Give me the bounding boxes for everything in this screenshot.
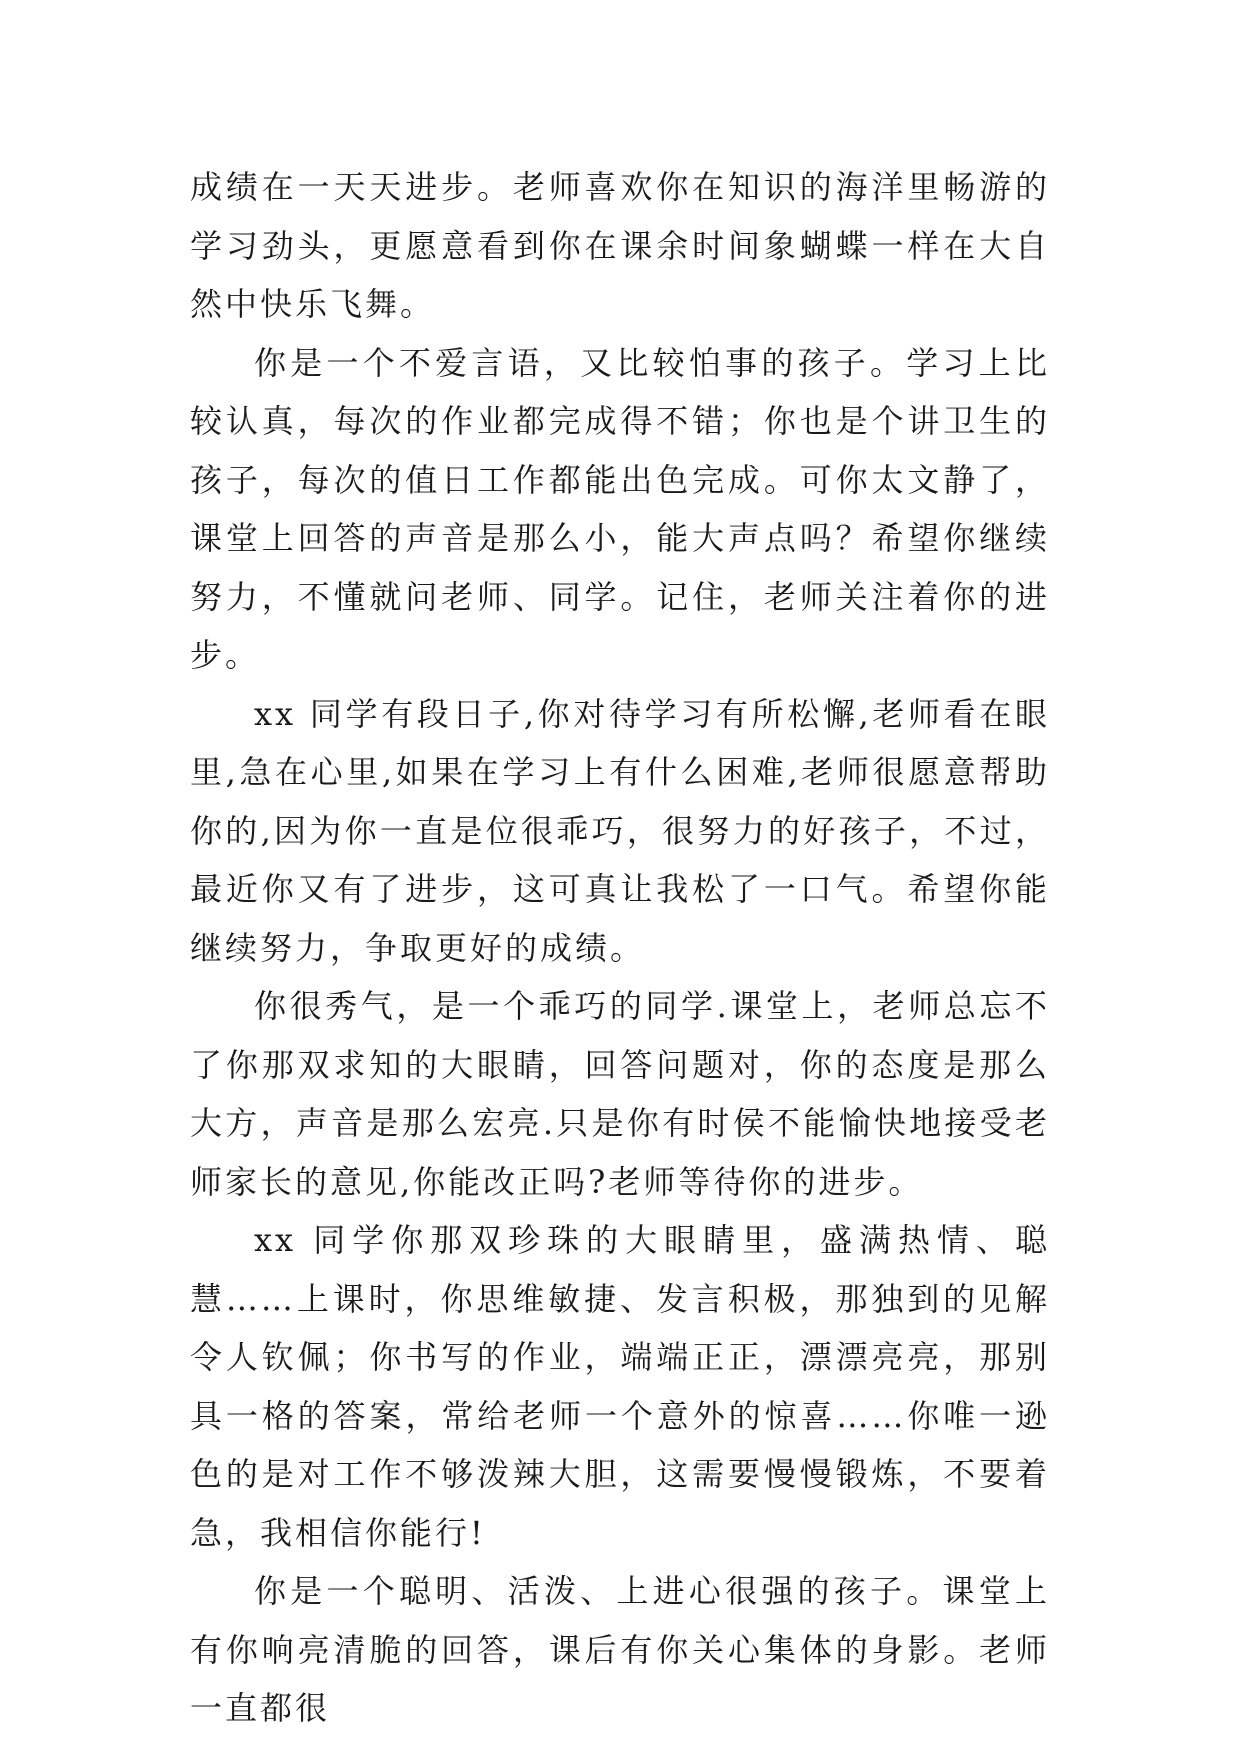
document-body <box>190 158 1050 1738</box>
paragraph-1-continuation: 成绩在一天天进步。老师喜欢你在知识的海洋里畅游的学习劲头，更愿意看到你在课余时间象蝴蝶一样在大自然中快乐飞舞。 <box>190 168 1050 323</box>
paragraph-3: xx 同学有段日子,你对待学习有所松懈,老师看在眼里,急在心里,如果在学习上有什么困难,老师很愿意帮助你的,因为你一直是位很乖巧，很努力的好孩子，不过，最近你又有了进步，这可真让我松了一口气。希望你能继续努力，争取更好的成绩。 <box>190 694 1050 967</box>
paragraph-6: 你是一个聪明、活泼、上进心很强的孩子。课堂上有你响亮清脆的回答，课后有你关心集体的身影。老师一直都很 <box>190 1572 1050 1727</box>
paragraph-5: xx 同学你那双珍珠的大眼睛里，盛满热情、聪慧……上课时，你思维敏捷、发言积极，那独到的见解令人钦佩；你书写的作业，端端正正，漂漂亮亮，那别具一格的答案，常给老师一个意外的惊喜……你唯一逊色的是对工作不够泼辣大胆，这需要慢慢锻炼，不要着急，我相信你能行! <box>190 1221 1050 1552</box>
paragraph-4: 你很秀气，是一个乖巧的同学.课堂上，老师总忘不了你那双求知的大眼睛，回答问题对，你的态度是那么大方，声音是那么宏亮.只是你有时侯不能愉快地接受老师家长的意见,你能改正吗?老师等待你的进步。 <box>190 987 1050 1201</box>
paragraph-2: 你是一个不爱言语，又比较怕事的孩子。学习上比较认真，每次的作业都完成得不错；你也是个讲卫生的孩子，每次的值日工作都能出色完成。可你太文静了，课堂上回答的声音是那么小，能大声点吗？希望你继续努力，不懂就问老师、同学。记住，老师关注着你的进步。 <box>190 343 1050 674</box>
